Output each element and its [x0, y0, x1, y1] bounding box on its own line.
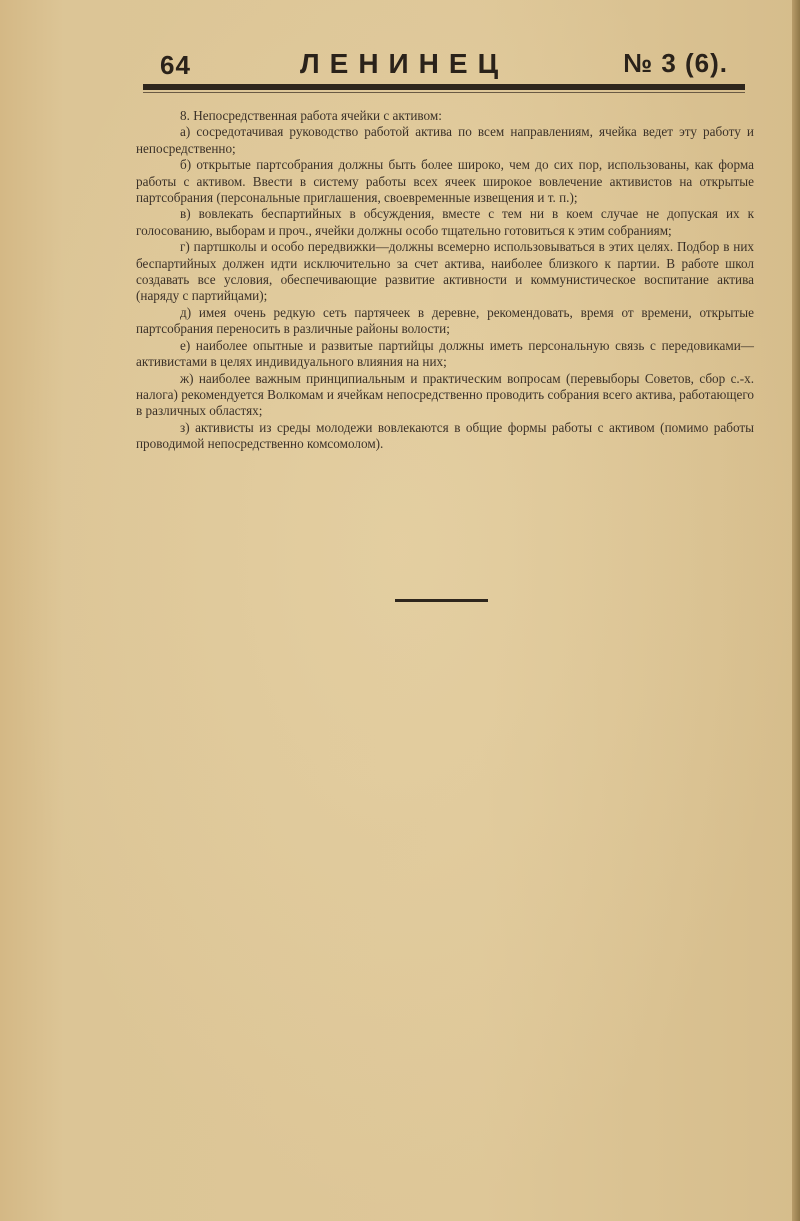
- header-rule-thin: [143, 92, 745, 93]
- paragraph-z: з) активисты из среды молодежи вовлекаются в общие формы работы с активом (помимо работы проводимой непосредственно комсомолом).: [136, 419, 754, 452]
- paragraph-g: г) партшколы и особо передвижки—должны всемерно использовываться в этих целях. Подбор в них беспартийных должен идти исключительно за счет актива, наиболее близкого к партии. В работе школ создавать все условия, обеспечивающие развитие активности и коммунистическое воспитание актива (наряду с партийцами);: [136, 239, 754, 304]
- paragraph-a: а) сосредотачивая руководство работой актива по всем направлениям, ячейка ведет эту работу и непосредственно;: [136, 124, 754, 156]
- header-rule: [143, 84, 745, 90]
- paragraph-e: е) наиболее опытные и развитые партийцы должны иметь персональную связь с передовиками—активистами в целях индивидуального влияния на них;: [136, 337, 754, 370]
- page-edge-shadow: [792, 0, 800, 1221]
- page-header: [140, 46, 746, 86]
- issue-number: № 3 (6).: [623, 48, 728, 78]
- journal-title: ЛЕНИНЕЦ: [300, 48, 509, 79]
- article-body: [136, 108, 754, 453]
- paragraph-zh: ж) наиболее важным принципиальным и практическим вопросам (перевыборы Советов, сбор с.-х. налога) рекомендуется Волкомам и ячейкам непосредственно проводить собрания всего актива, работающего в различных областях;: [136, 370, 754, 419]
- paragraph-heading: 8. Непосредственная работа ячейки с активом:: [180, 108, 442, 123]
- paragraph-v: в) вовлекать беспартийных в обсуждения, вместе с тем ни в коем случае не допуская их к голосованию, выборам и проч., ячейки должны особо тщательно готовиться к этим собраниям;: [136, 206, 754, 238]
- paragraph-d: д) имея очень редкую сеть партячеек в деревне, рекомендовать, время от времени, открытые партсобрания переносить в различные районы волости;: [136, 304, 754, 337]
- paragraph-b: б) открытые партсобрания должны быть более широко, чем до сих пор, использованы, как форма работы с активом. Ввести в систему работы всех ячеек широкое вовлечение активистов на открытые партсобрания (персональные приглашения, своевременные извещения и т. п.);: [136, 157, 754, 206]
- section-end-rule: [395, 599, 488, 602]
- page-number: 64: [160, 50, 191, 80]
